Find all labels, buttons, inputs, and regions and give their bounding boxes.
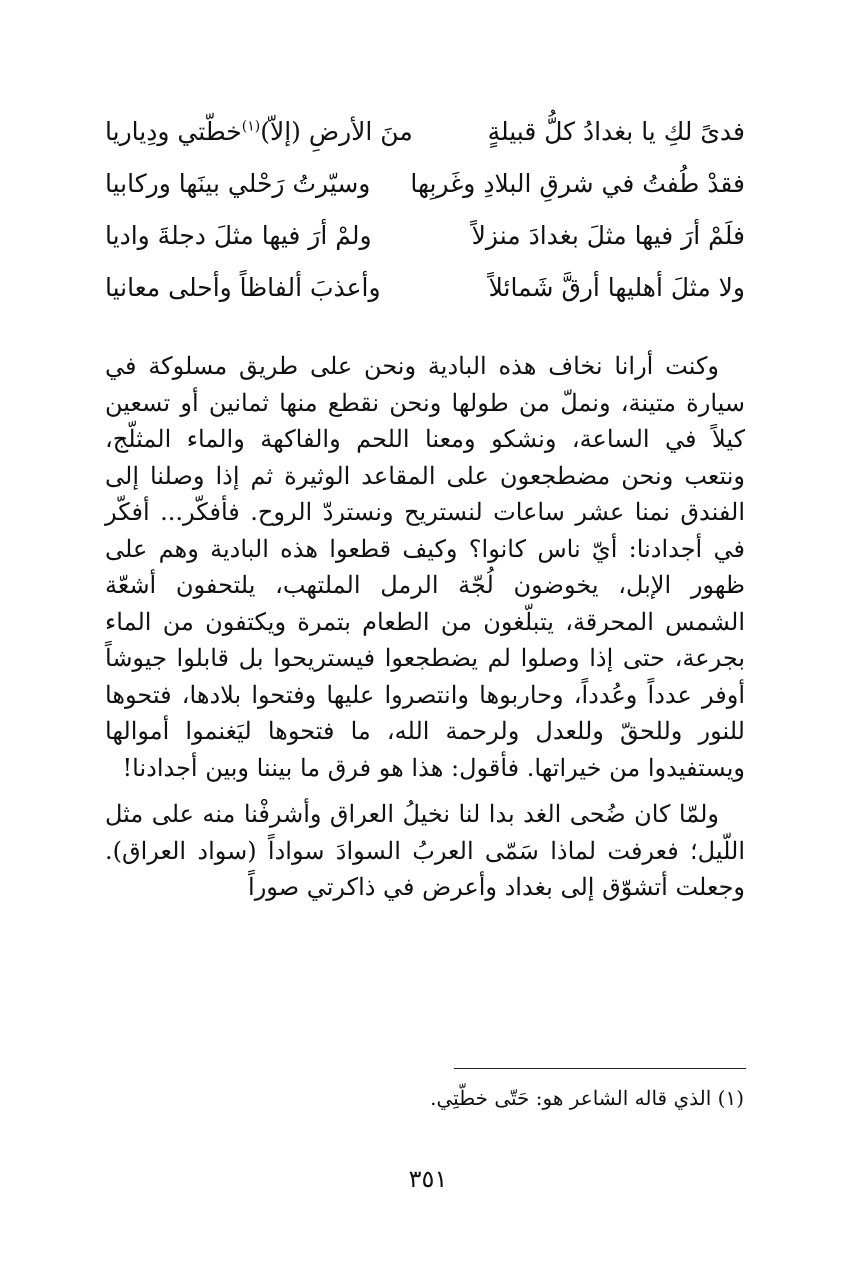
poem-verse [105,216,745,268]
verse-first-hemistich: فقدْ طُفتُ في شرقِ البلادِ وغَربِها [410,169,745,198]
verse-second-hemistich: ولمْ أرَ فيها مثلَ دجلةَ واديا [105,221,372,250]
paragraph: وكنت أرانا نخاف هذه البادية ونحن على طريق مسلوكة في سيارة متينة، ونملّ من طولها ونحن نقطع منها ثمانين أو تسعين كيلاً في الساعة، ونشكو ومعنا اللحم والفاكهة والماء المثلّج، ونتعب ونحن مضطجعون على المقاعد الوثيرة ثم إذا وصلنا إلى الفندق نمنا عشر ساعات لنستريح ونستردّ الروح. فأفكّر... أفكّر في أجدادنا: أيّ ناس كانوا؟ وكيف قطعوا هذه البادية وهم على ظهور الإبل، يخوضون لُجّة الرمل الملتهب، يلتحفون أشعّة الشمس المحرقة، يتبلّغون من الطعام بتمرة ويكتفون من الماء بجرعة، حتى إذا وصلوا لم يضطجعوا فيستريحوا بل قابلوا جيوشاً أوفر عدداً وعُدداً، وحاربوها وانتصروا عليها وفتحوا بلادها، فتحوها للنور وللحقّ وللعدل ولرحمة الله، ما فتحوها ليَغنموا أموالها ويستفيدوا من خيراتها. فأقول: هذا هو فرق ما بيننا وبين أجدادنا! [105,352,745,782]
verse-first-hemistich: فدىً لكِ يا بغدادُ كلُّ قبيلةٍ [487,117,745,146]
footnote-reference: (١) [241,118,261,135]
verse-second-hemistich: وأعذبَ ألفاظاً وأحلى معانيا [105,273,381,302]
poem-verse [105,268,745,320]
poem-verse [105,164,745,216]
verse-first-hemistich: فلَمْ أرَ فيها مثلَ بغدادَ منزلاً [471,221,745,250]
footnote: (١) الذي قاله الشاعر هو: حَتّى خطّتِي. [430,1086,744,1110]
verse-second-hemistich-end: خطّتي ودِياريا [105,117,242,146]
body-text [105,348,745,906]
page-number: ٣٥١ [408,1165,448,1193]
verse-second-hemistich [105,112,413,164]
poem [105,112,745,320]
paragraph: ولمّا كان ضُحى الغد بدا لنا نخيلُ العراق وأشرفْنا منه على مثل اللّيل؛ فعرفت لماذا سَمّى العربُ السوادَ سواداً (سواد العراق). وجعلت أتشوّق إلى بغداد وأعرض في ذاكرتي صوراً [105,800,745,901]
verse-second-hemistich: وسيّرتُ رَحْلي بينَها وركابيا [105,169,371,198]
poem-verse [105,112,745,164]
verse-first-hemistich: ولا مثلَ أهليها أرقَّ شَمائلاً [488,273,745,302]
footnote-separator [454,1068,746,1069]
verse-second-hemistich-start: منَ الأرضِ (إلاّ) [260,117,413,146]
